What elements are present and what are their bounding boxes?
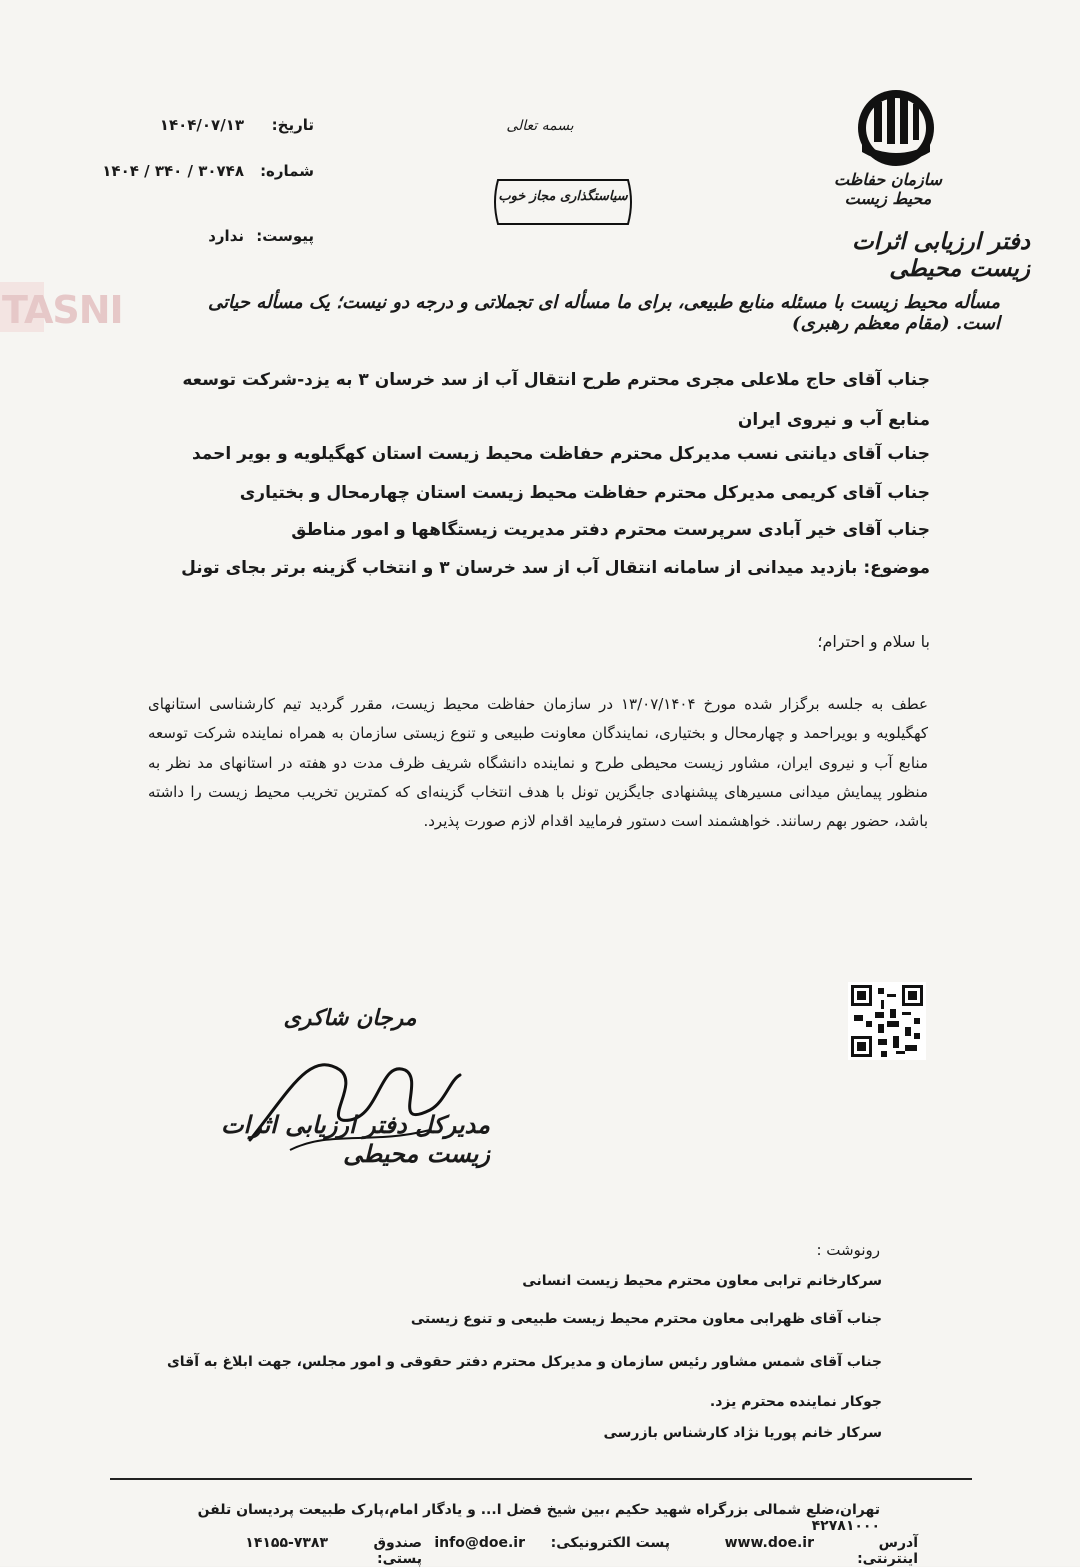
website-label: آدرس اینترنتی: bbox=[857, 1535, 918, 1567]
cc-item-1: سرکارخانم ترابی معاون محترم محیط زیست انسانی bbox=[522, 1273, 882, 1289]
addressee-2: جناب آقای دیانتی نسب مدیرکل محترم حفاظت محیط زیست استان کهگیلویه و بویر احمد bbox=[191, 444, 930, 464]
signatory-title: مدیرکل دفتر ارزیابی اثرات زیست محیطی bbox=[220, 1110, 490, 1168]
organization-name: سازمان حفاظت محیط زیست bbox=[833, 170, 943, 208]
addressee-3: جناب آقای کریمی مدیرکل محترم حفاظت محیط زیست استان چهارمحال و بختیاری bbox=[239, 483, 930, 503]
pobox-label: صندوق پستی: bbox=[373, 1535, 422, 1567]
letter-body: عطف به جلسه برگزار شده مورخ ۱۳/۰۷/۱۴۰۴ در سازمان حفاظت محیط زیست، مقرر گردید تیم کارشناسی استانهای کهگیلویه و بویراحمد و چهارمحال و بختیاری، نمایندگان معاونت طبیعی و تنوع زیستی سازمان به همراه نماینده شرکت توسعه منابع آب و نیروی ایران، مشاور زیست محیطی طرح و نماینده دانشگاه شریف ظرف مدت دو هفته در استانهای مد نظر به منظور پیمایش میدانی مسیرهای پیشنهادی جایگزین تونل با هدف انتخاب گزینه‌ای که کمترین تخریب محیط زیست را داشته باشد، حضور بهم رسانند. خواهشمند است دستور فرمایید اقدام لازم صورت پذیرد. bbox=[148, 695, 928, 830]
date-value: ۱۴۰۴/۰۷/۱۳ bbox=[159, 116, 244, 134]
footer-address: تهران،ضلع شمالی بزرگراه شهید حکیم ،بین شیخ فضل ا... و یادگار امام،پارک طبیعت پردیسان تلفن ۴۲۷۸۱۰۰۰ bbox=[197, 1502, 880, 1534]
addressee-1: جناب آقای حاج ملاعلی مجری محترم طرح انتقال آب از سد خرسان ۳ به یزد-شرکت توسعه منابع آب و نیروی ایران bbox=[182, 370, 930, 430]
attachment-value: ندارد bbox=[208, 227, 244, 245]
email-label: پست الکترونیکی: bbox=[550, 1535, 670, 1551]
cc-title: رونوشت : bbox=[816, 1241, 880, 1259]
number-value: ۱۴۰۴ / ۳۴۰ / ۳۰۷۴۸ bbox=[102, 162, 244, 180]
letter-subject: موضوع: بازدید میدانی از سامانه انتقال آب از سد خرسان ۳ و انتخاب گزینه برتر بجای تونل bbox=[181, 558, 930, 578]
cc-item-2: جناب آقای ظهرابی معاون محترم محیط زیست طبیعی و تنوع زیستی bbox=[410, 1311, 882, 1327]
footer-divider bbox=[110, 1478, 972, 1480]
number-label: شماره: bbox=[260, 162, 314, 180]
organization-logo bbox=[852, 88, 940, 172]
bismillah-heading: بسمه تعالی bbox=[506, 118, 574, 134]
watermark-text: TASNI bbox=[2, 288, 123, 332]
addressee-4: جناب آقای خیر آبادی سرپرست محترم دفتر مدیریت زیستگاهها و امور مناطق bbox=[291, 520, 930, 540]
pobox-value: ۱۴۱۵۵-۷۳۸۳ bbox=[245, 1535, 328, 1551]
website-link[interactable]: www.doe.ir bbox=[724, 1535, 814, 1551]
cc-item-3: جناب آقای شمس مشاور رئیس سازمان و مدیرکل محترم دفتر حقوقی و امور مجلس، جهت ابلاغ به آقای جوکار نماینده محترم یزد. bbox=[166, 1354, 882, 1410]
date-label: تاریخ: bbox=[271, 116, 314, 134]
qr-code bbox=[848, 982, 926, 1060]
department-name: دفتر ارزیابی اثرات زیست محیطی bbox=[852, 228, 1030, 282]
stamp-text: سیاستگذاری مجاز خوب bbox=[498, 189, 628, 204]
greeting: با سلام و احترام؛ bbox=[817, 632, 930, 651]
attachment-label: پیوست: bbox=[256, 227, 314, 245]
email-link[interactable]: info@doe.ir bbox=[434, 1535, 525, 1551]
signatory-name: مرجان شاکری bbox=[283, 1005, 417, 1031]
leader-quote-slogan: مسأله محیط زیست با مسئله منابع طبیعی، برای ما مسأله ای تجملاتی و درجه دو نیست؛ یک مسأله حیاتی است. (مقام معظم رهبری) bbox=[207, 292, 1000, 334]
cc-item-4: سرکار خانم پوریا نژاد کارشناس بازرسی bbox=[603, 1425, 882, 1441]
